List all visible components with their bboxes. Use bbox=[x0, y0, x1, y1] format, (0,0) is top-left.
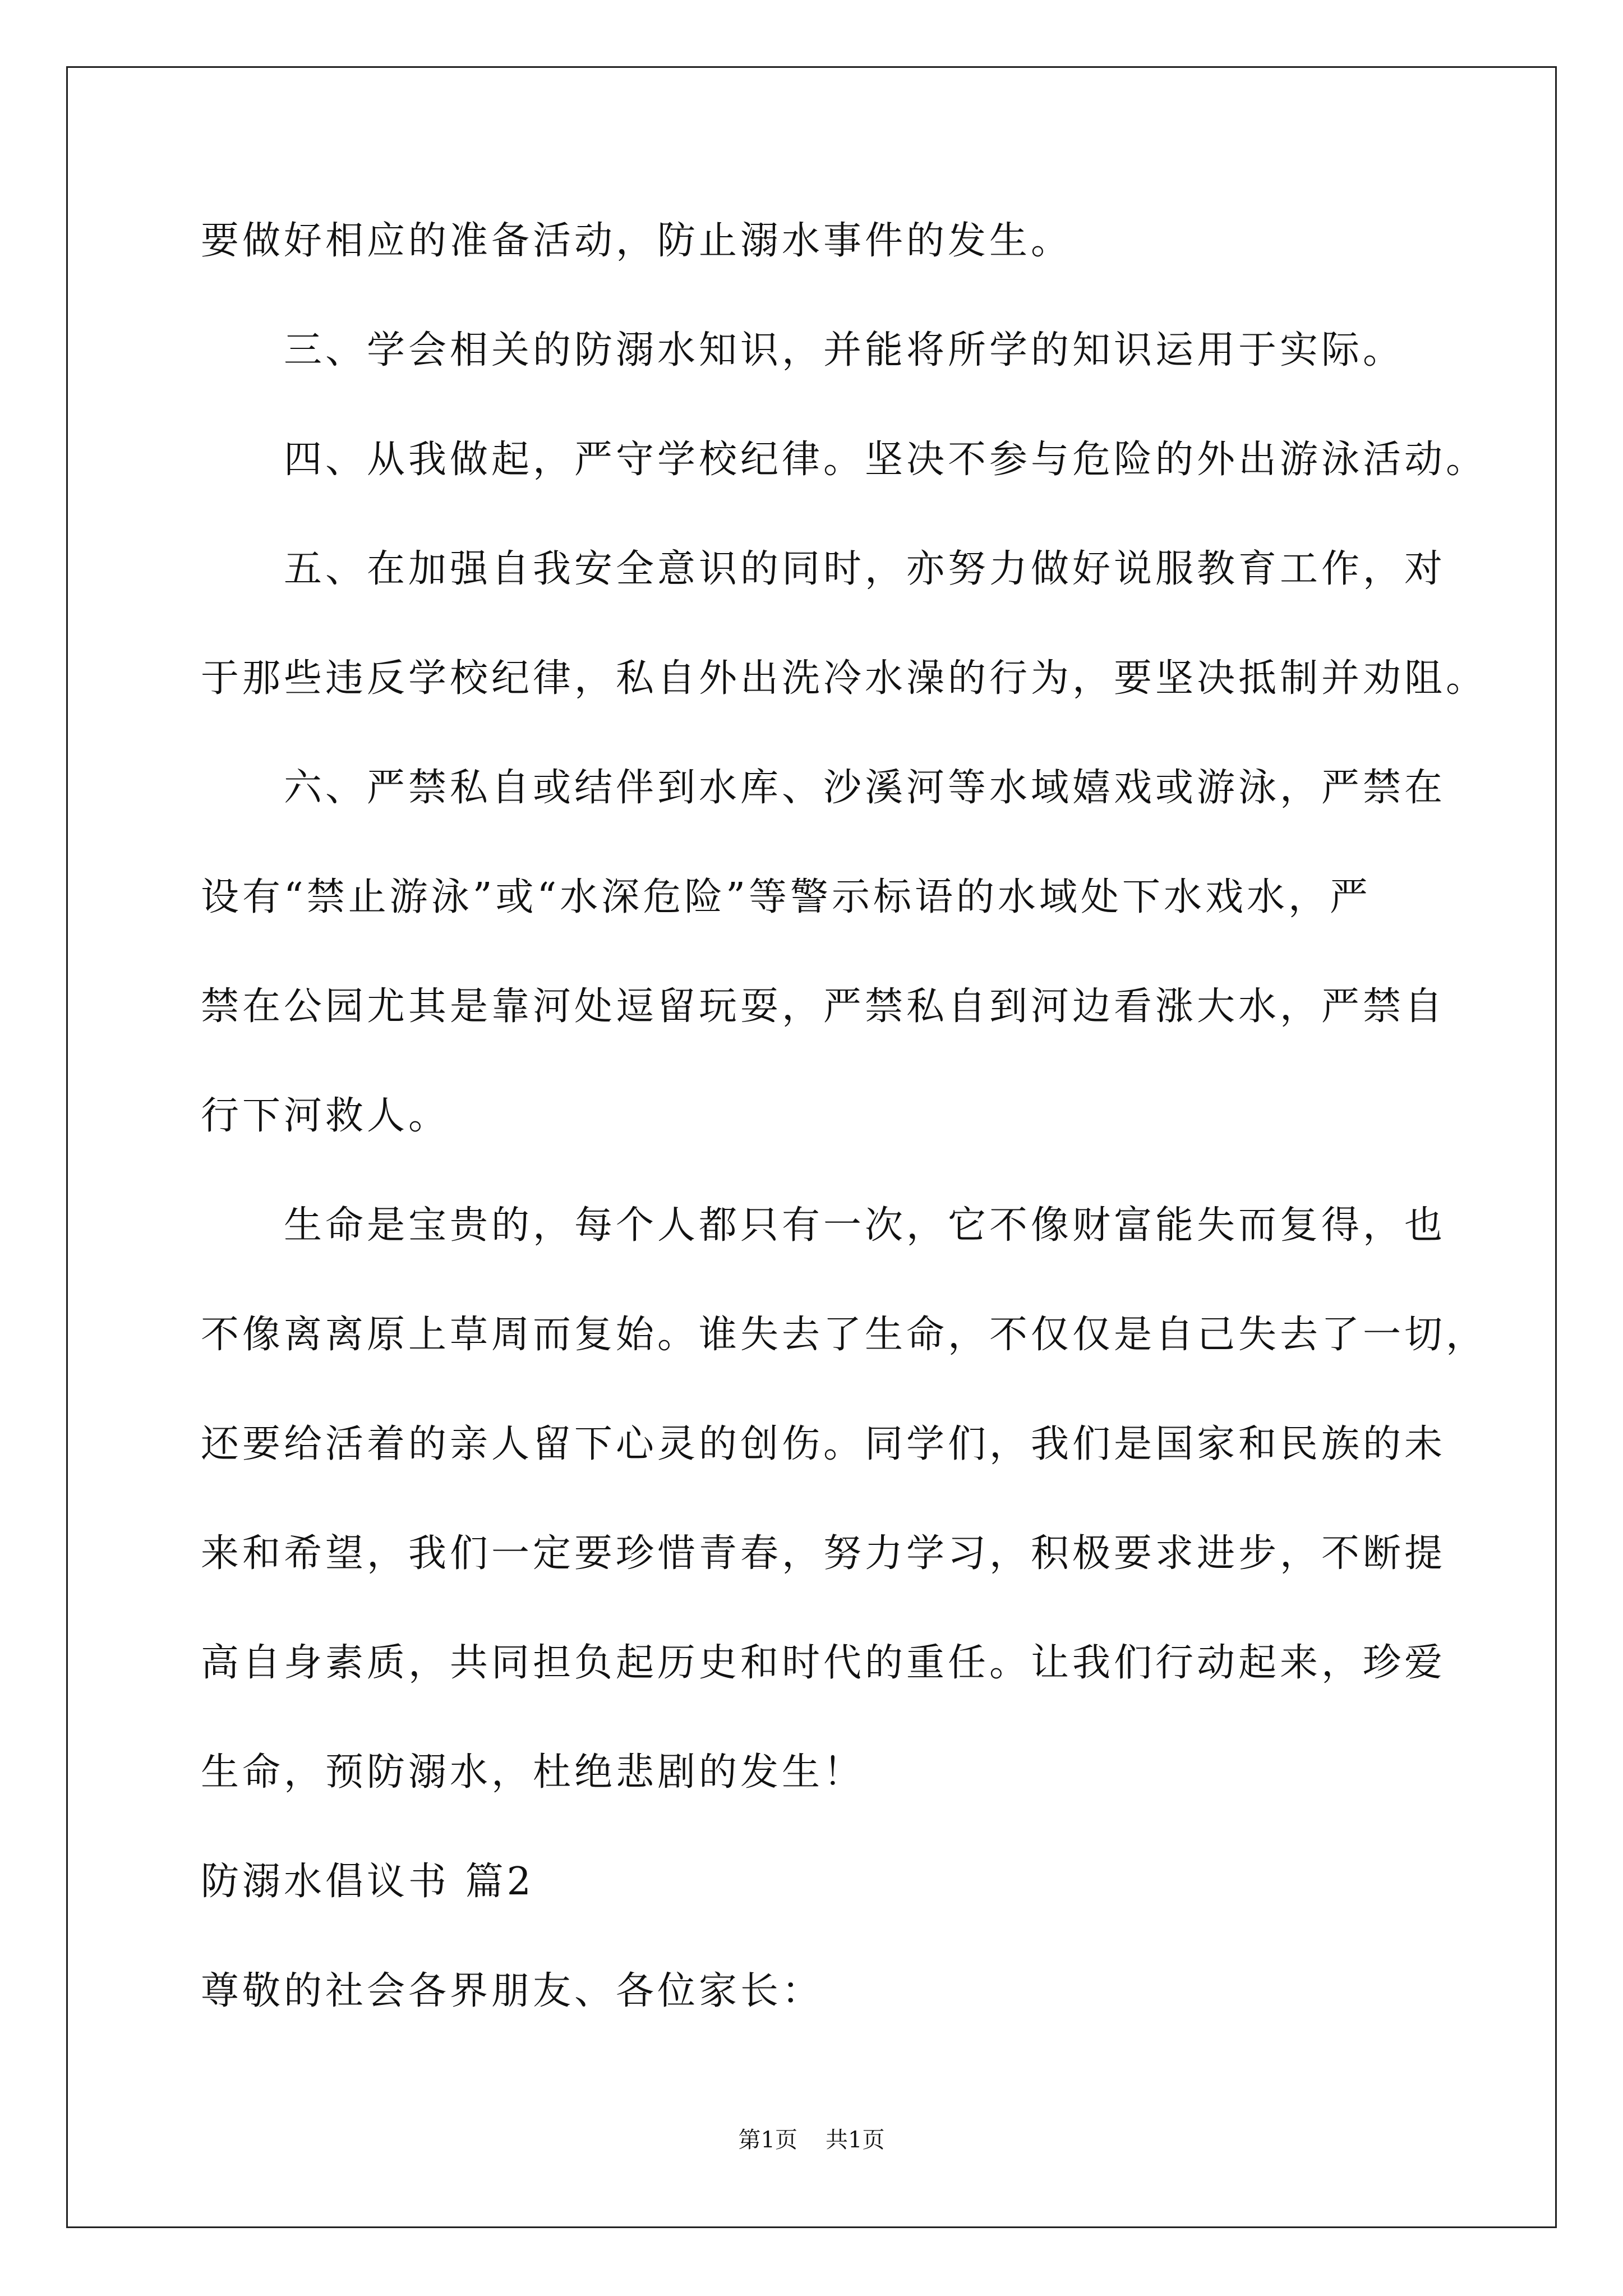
paragraph-line: 五、在加强自我安全意识的同时，亦努力做好说服教育工作，对 bbox=[284, 547, 1446, 591]
page-footer bbox=[0, 2126, 1623, 2154]
paragraph-line: 生命，预防溺水，杜绝悲剧的发生！ bbox=[201, 1750, 865, 1795]
paragraph-line: 行下河救人。 bbox=[201, 1094, 450, 1138]
paragraph-line: 三、学会相关的防溺水知识，并能将所学的知识运用于实际。 bbox=[284, 328, 1405, 372]
paragraph-line: 四、从我做起，严守学校纪律。坚决不参与危险的外出游泳活动。 bbox=[284, 438, 1488, 482]
paragraph-line: 不像离离原上草周而复始。谁失去了生命，不仅仅是自己失去了一切， bbox=[201, 1313, 1488, 1357]
section-heading: 防溺水倡议书 篇2 bbox=[201, 1860, 534, 1904]
paragraph-line: 要做好相应的准备活动，防止溺水事件的发生。 bbox=[201, 219, 1073, 263]
salutation: 尊敬的社会各界朋友、各位家长： bbox=[201, 1969, 824, 2013]
page-total: 共1页 bbox=[826, 2127, 885, 2153]
page-number: 第1页 bbox=[738, 2127, 797, 2153]
paragraph-line: 高自身素质，共同担负起历史和时代的重任。让我们行动起来，珍爱 bbox=[201, 1641, 1446, 1685]
paragraph-line: 六、严禁私自或结伴到水库、沙溪河等水域嬉戏或游泳，严禁在 bbox=[284, 766, 1446, 810]
paragraph-line: 生命是宝贵的，每个人都只有一次，它不像财富能失而复得，也 bbox=[284, 1203, 1446, 1248]
paragraph-line: 于那些违反学校纪律，私自外出洗冷水澡的行为，要坚决抵制并劝阻。 bbox=[201, 656, 1488, 701]
paragraph-line: 来和希望，我们一定要珍惜青春，努力学习，积极要求进步，不断提 bbox=[201, 1531, 1446, 1576]
paragraph-line: 设有“禁止游泳”或“水深危险”等警示标语的水域处下水戏水，严 bbox=[201, 875, 1372, 919]
paragraph-line: 还要给活着的亲人留下心灵的创伤。同学们，我们是国家和民族的未 bbox=[201, 1422, 1446, 1466]
paragraph-line: 禁在公园尤其是靠河处逗留玩耍，严禁私自到河边看涨大水，严禁自 bbox=[201, 984, 1446, 1029]
